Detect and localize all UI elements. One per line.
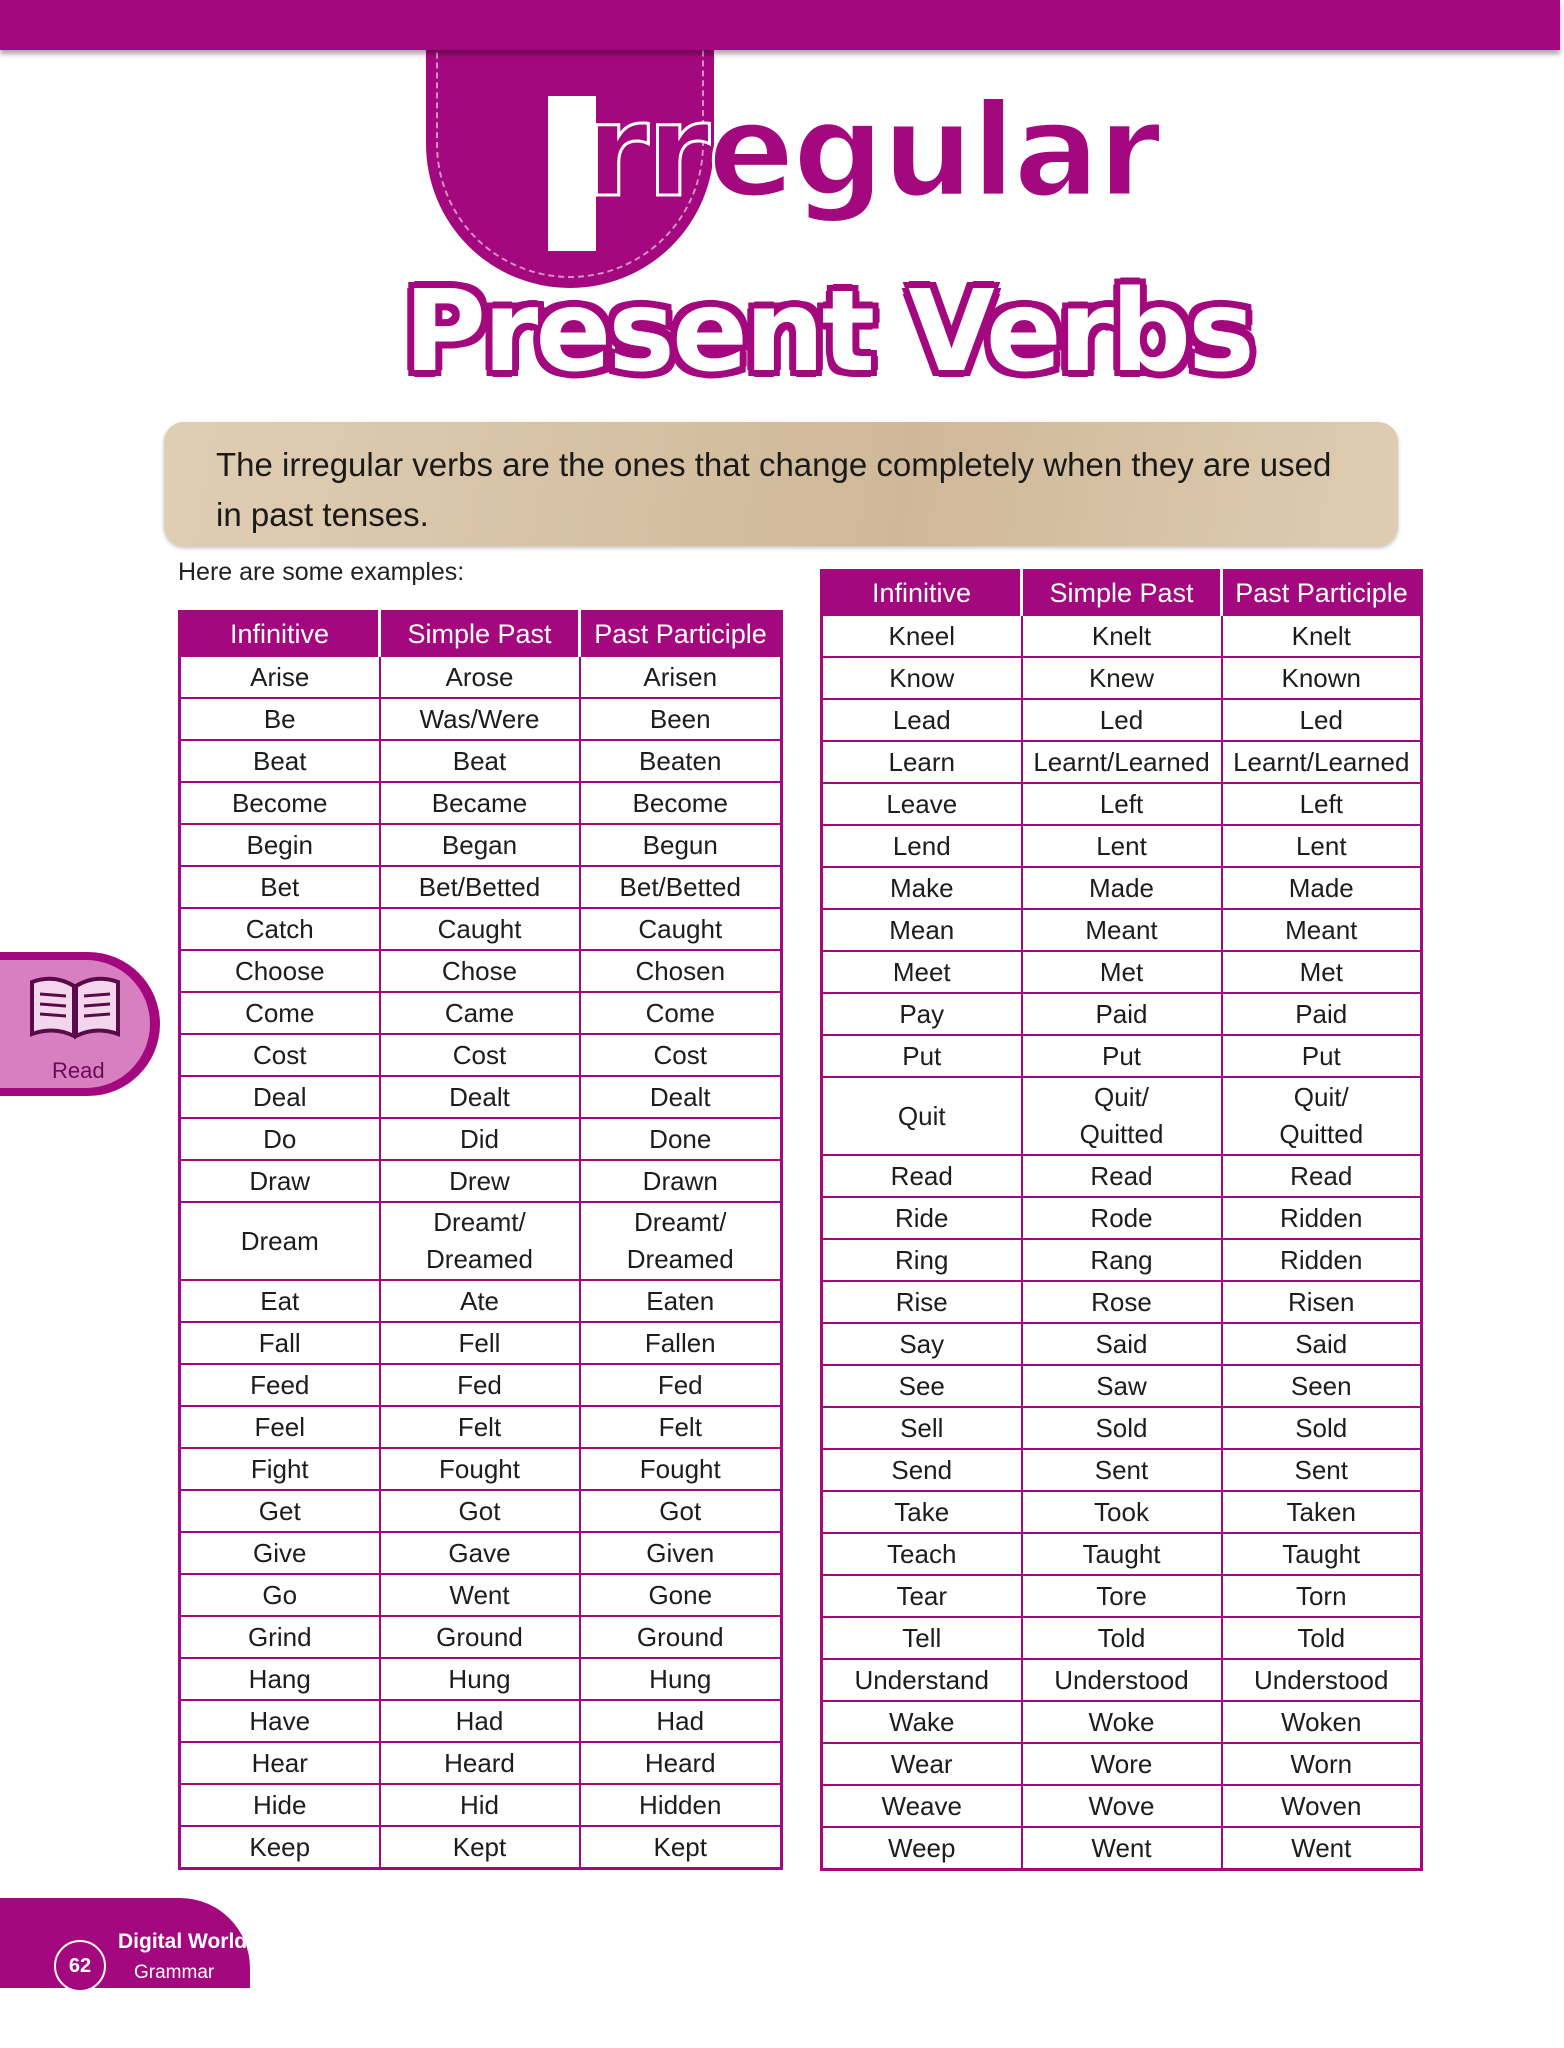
- cell-past-participle: Said: [1222, 1323, 1422, 1365]
- cell-simple-past: Knew: [1022, 657, 1222, 699]
- cell-past-participle: Taught: [1222, 1533, 1422, 1575]
- cell-past-participle: Kept: [580, 1826, 782, 1869]
- cell-past-participle: Meant: [1222, 909, 1422, 951]
- table-row: [822, 1323, 1422, 1365]
- cell-infinitive: Catch: [180, 908, 380, 950]
- cell-past-participle: Paid: [1222, 993, 1422, 1035]
- cell-simple-past: Bet/Betted: [380, 866, 580, 908]
- cell-simple-past: Went: [1022, 1827, 1222, 1870]
- intro-box: [164, 422, 1398, 546]
- cell-simple-past: Fought: [380, 1448, 580, 1490]
- header-past-participle: Past Participle: [580, 612, 782, 657]
- cell-past-participle: Sent: [1222, 1449, 1422, 1491]
- cell-simple-past: Became: [380, 782, 580, 824]
- cell-simple-past: Tore: [1022, 1575, 1222, 1617]
- cell-infinitive: Do: [180, 1118, 380, 1160]
- cell-infinitive: Wear: [822, 1743, 1022, 1785]
- table-row: [822, 1239, 1422, 1281]
- cell-simple-past: Ground: [380, 1616, 580, 1658]
- table-row: [822, 1449, 1422, 1491]
- cell-past-participle: Dreamt/ Dreamed: [580, 1202, 782, 1280]
- table-row: [180, 782, 782, 824]
- cell-simple-past: Gave: [380, 1532, 580, 1574]
- cell-past-participle: Known: [1222, 657, 1422, 699]
- header-infinitive: Infinitive: [822, 571, 1022, 616]
- cell-simple-past: Told: [1022, 1617, 1222, 1659]
- header-simple-past: Simple Past: [1022, 571, 1222, 616]
- header-infinitive: Infinitive: [180, 612, 380, 657]
- table-row: [822, 699, 1422, 741]
- cell-past-participle: Ground: [580, 1616, 782, 1658]
- cell-infinitive: Dream: [180, 1202, 380, 1280]
- cell-infinitive: Understand: [822, 1659, 1022, 1701]
- table-row: [180, 1034, 782, 1076]
- cell-simple-past: Hung: [380, 1658, 580, 1700]
- table-row: [822, 1617, 1422, 1659]
- cell-past-participle: Fallen: [580, 1322, 782, 1364]
- cell-past-participle: Given: [580, 1532, 782, 1574]
- table-row: [180, 1574, 782, 1616]
- cell-past-participle: Hidden: [580, 1784, 782, 1826]
- examples-label: Here are some examples:: [178, 558, 465, 586]
- intro-text: The irregular verbs are the ones that change completely when they are used in past tenses.: [216, 446, 1332, 533]
- table-row: [822, 1827, 1422, 1870]
- table-row: [822, 657, 1422, 699]
- table-row: [822, 1491, 1422, 1533]
- cell-past-participle: Chosen: [580, 950, 782, 992]
- title-initial: [540, 77, 586, 226]
- cell-simple-past: Taught: [1022, 1533, 1222, 1575]
- cell-simple-past: Woke: [1022, 1701, 1222, 1743]
- cell-infinitive: Send: [822, 1449, 1022, 1491]
- verb-table-left-body: [180, 656, 782, 1869]
- cell-infinitive: Meet: [822, 951, 1022, 993]
- cell-infinitive: Choose: [180, 950, 380, 992]
- cell-simple-past: Came: [380, 992, 580, 1034]
- cell-infinitive: Begin: [180, 824, 380, 866]
- table-row: [180, 1742, 782, 1784]
- cell-infinitive: Grind: [180, 1616, 380, 1658]
- cell-simple-past: Put: [1022, 1035, 1222, 1077]
- cell-past-participle: Done: [580, 1118, 782, 1160]
- cell-infinitive: Weep: [822, 1827, 1022, 1870]
- cell-past-participle: Beaten: [580, 740, 782, 782]
- table-row: [180, 1616, 782, 1658]
- cell-simple-past: Saw: [1022, 1365, 1222, 1407]
- cell-simple-past: Arose: [380, 656, 580, 698]
- cell-past-participle: Hung: [580, 1658, 782, 1700]
- table-row: [180, 950, 782, 992]
- cell-past-participle: Went: [1222, 1827, 1422, 1870]
- cell-past-participle: Understood: [1222, 1659, 1422, 1701]
- cell-simple-past: Made: [1022, 867, 1222, 909]
- table-row: [180, 1118, 782, 1160]
- cell-simple-past: Kept: [380, 1826, 580, 1869]
- cell-simple-past: Did: [380, 1118, 580, 1160]
- table-row: [180, 740, 782, 782]
- cell-past-participle: Seen: [1222, 1365, 1422, 1407]
- cell-past-participle: Fed: [580, 1364, 782, 1406]
- cell-infinitive: Make: [822, 867, 1022, 909]
- open-book-icon: [26, 972, 124, 1042]
- cell-infinitive: Sell: [822, 1407, 1022, 1449]
- table-row: [822, 951, 1422, 993]
- cell-simple-past: Left: [1022, 783, 1222, 825]
- cell-infinitive: Feel: [180, 1406, 380, 1448]
- table-row: [180, 1532, 782, 1574]
- table-row: [822, 1659, 1422, 1701]
- cell-infinitive: Mean: [822, 909, 1022, 951]
- page-title-line2: Present Verbs: [404, 267, 1252, 397]
- table-row: [180, 908, 782, 950]
- cell-simple-past: Rose: [1022, 1281, 1222, 1323]
- table-row: [180, 1700, 782, 1742]
- cell-simple-past: Was/Were: [380, 698, 580, 740]
- cell-infinitive: Go: [180, 1574, 380, 1616]
- cell-infinitive: Come: [180, 992, 380, 1034]
- cell-past-participle: Sold: [1222, 1407, 1422, 1449]
- table-row: [822, 741, 1422, 783]
- cell-simple-past: Fell: [380, 1322, 580, 1364]
- cell-infinitive: Draw: [180, 1160, 380, 1202]
- cell-simple-past: Felt: [380, 1406, 580, 1448]
- table-row: [822, 1533, 1422, 1575]
- cell-past-participle: Woven: [1222, 1785, 1422, 1827]
- cell-past-participle: Been: [580, 698, 782, 740]
- cell-past-participle: Lent: [1222, 825, 1422, 867]
- cell-infinitive: Take: [822, 1491, 1022, 1533]
- cell-past-participle: Learnt/Learned: [1222, 741, 1422, 783]
- cell-past-participle: Had: [580, 1700, 782, 1742]
- cell-past-participle: Led: [1222, 699, 1422, 741]
- cell-infinitive: Ring: [822, 1239, 1022, 1281]
- cell-past-participle: Dealt: [580, 1076, 782, 1118]
- cell-past-participle: Worn: [1222, 1743, 1422, 1785]
- cell-infinitive: Give: [180, 1532, 380, 1574]
- cell-simple-past: Cost: [380, 1034, 580, 1076]
- cell-past-participle: Torn: [1222, 1575, 1422, 1617]
- cell-past-participle: Fought: [580, 1448, 782, 1490]
- cell-simple-past: Took: [1022, 1491, 1222, 1533]
- cell-simple-past: Read: [1022, 1155, 1222, 1197]
- table-row: [822, 1575, 1422, 1617]
- cell-simple-past: Met: [1022, 951, 1222, 993]
- table-row: [822, 1197, 1422, 1239]
- cell-infinitive: Rise: [822, 1281, 1022, 1323]
- table-row: [822, 909, 1422, 951]
- table-row: [180, 1280, 782, 1322]
- cell-simple-past: Chose: [380, 950, 580, 992]
- table-row: [180, 1160, 782, 1202]
- cell-infinitive: Have: [180, 1700, 380, 1742]
- table-row: [180, 1658, 782, 1700]
- cell-simple-past: Quit/ Quitted: [1022, 1077, 1222, 1155]
- table-row: [822, 1281, 1422, 1323]
- cell-simple-past: Knelt: [1022, 615, 1222, 657]
- table-row: [180, 1784, 782, 1826]
- table-header-row: [180, 612, 782, 657]
- cell-past-participle: Ridden: [1222, 1197, 1422, 1239]
- table-row: [822, 1365, 1422, 1407]
- cell-past-participle: Eaten: [580, 1280, 782, 1322]
- cell-past-participle: Bet/Betted: [580, 866, 782, 908]
- cell-infinitive: See: [822, 1365, 1022, 1407]
- table-row: [180, 824, 782, 866]
- cell-infinitive: Keep: [180, 1826, 380, 1869]
- cell-infinitive: Fall: [180, 1322, 380, 1364]
- cell-infinitive: Know: [822, 657, 1022, 699]
- table-row: [822, 615, 1422, 657]
- cell-infinitive: Bet: [180, 866, 380, 908]
- cell-infinitive: Arise: [180, 656, 380, 698]
- table-row: [822, 1785, 1422, 1827]
- table-row: [822, 1701, 1422, 1743]
- cell-simple-past: Beat: [380, 740, 580, 782]
- table-row: [180, 992, 782, 1034]
- table-row: [180, 1826, 782, 1869]
- cell-simple-past: Dealt: [380, 1076, 580, 1118]
- cell-past-participle: Come: [580, 992, 782, 1034]
- cell-simple-past: Began: [380, 824, 580, 866]
- table-row: [822, 783, 1422, 825]
- verb-table-right-body: [822, 615, 1422, 1870]
- cell-infinitive: Hide: [180, 1784, 380, 1826]
- cell-simple-past: Meant: [1022, 909, 1222, 951]
- table-row: [822, 993, 1422, 1035]
- cell-infinitive: Feed: [180, 1364, 380, 1406]
- cell-past-participle: Met: [1222, 951, 1422, 993]
- cell-simple-past: Led: [1022, 699, 1222, 741]
- cell-simple-past: Paid: [1022, 993, 1222, 1035]
- table-row: [822, 867, 1422, 909]
- cell-past-participle: Read: [1222, 1155, 1422, 1197]
- cell-past-participle: Got: [580, 1490, 782, 1532]
- cell-past-participle: Woken: [1222, 1701, 1422, 1743]
- table-row: [180, 1202, 782, 1280]
- cell-past-participle: Heard: [580, 1742, 782, 1784]
- table-row: [822, 1155, 1422, 1197]
- cell-infinitive: Lead: [822, 699, 1022, 741]
- cell-simple-past: Sold: [1022, 1407, 1222, 1449]
- cell-infinitive: Be: [180, 698, 380, 740]
- cell-past-participle: Arisen: [580, 656, 782, 698]
- cell-infinitive: Say: [822, 1323, 1022, 1365]
- cell-past-participle: Ridden: [1222, 1239, 1422, 1281]
- cell-infinitive: Leave: [822, 783, 1022, 825]
- cell-simple-past: Got: [380, 1490, 580, 1532]
- cell-simple-past: Wore: [1022, 1743, 1222, 1785]
- table-row: [180, 656, 782, 698]
- cell-infinitive: Learn: [822, 741, 1022, 783]
- table-row: [822, 1077, 1422, 1155]
- cell-past-participle: Cost: [580, 1034, 782, 1076]
- cell-simple-past: Dreamt/ Dreamed: [380, 1202, 580, 1280]
- cell-simple-past: Said: [1022, 1323, 1222, 1365]
- cell-infinitive: Lend: [822, 825, 1022, 867]
- cell-infinitive: Cost: [180, 1034, 380, 1076]
- cell-infinitive: Deal: [180, 1076, 380, 1118]
- cell-infinitive: Quit: [822, 1077, 1022, 1155]
- table-row: [822, 825, 1422, 867]
- table-header-row: [822, 571, 1422, 616]
- page-title-line1: [540, 77, 1159, 226]
- cell-infinitive: Hang: [180, 1658, 380, 1700]
- footer-book-title: Digital World: [118, 1930, 248, 1953]
- table-row: [822, 1407, 1422, 1449]
- cell-past-participle: Caught: [580, 908, 782, 950]
- table-row: [180, 1406, 782, 1448]
- cell-infinitive: Put: [822, 1035, 1022, 1077]
- cell-past-participle: Become: [580, 782, 782, 824]
- cell-simple-past: Wove: [1022, 1785, 1222, 1827]
- footer-section: Grammar: [134, 1962, 215, 1983]
- cell-simple-past: Hid: [380, 1784, 580, 1826]
- cell-past-participle: Knelt: [1222, 615, 1422, 657]
- cell-simple-past: Sent: [1022, 1449, 1222, 1491]
- cell-infinitive: Ride: [822, 1197, 1022, 1239]
- cell-infinitive: Tear: [822, 1575, 1022, 1617]
- table-row: [180, 1076, 782, 1118]
- header-past-participle: Past Participle: [1222, 571, 1422, 616]
- table-row: [180, 1322, 782, 1364]
- cell-infinitive: Hear: [180, 1742, 380, 1784]
- cell-simple-past: Rode: [1022, 1197, 1222, 1239]
- header-simple-past: Simple Past: [380, 612, 580, 657]
- cell-infinitive: Wake: [822, 1701, 1022, 1743]
- cell-simple-past: Drew: [380, 1160, 580, 1202]
- cell-infinitive: Pay: [822, 993, 1022, 1035]
- cell-infinitive: Get: [180, 1490, 380, 1532]
- cell-simple-past: Learnt/Learned: [1022, 741, 1222, 783]
- cell-simple-past: Understood: [1022, 1659, 1222, 1701]
- cell-past-participle: Drawn: [580, 1160, 782, 1202]
- table-row: [180, 866, 782, 908]
- cell-past-participle: Begun: [580, 824, 782, 866]
- cell-simple-past: Caught: [380, 908, 580, 950]
- cell-past-participle: Taken: [1222, 1491, 1422, 1533]
- page-number: 62: [54, 1940, 106, 1992]
- top-banner: [0, 0, 1560, 50]
- table-row: [180, 1364, 782, 1406]
- table-row: [180, 1448, 782, 1490]
- side-tab-label: Read: [52, 1058, 105, 1083]
- cell-past-participle: Quit/ Quitted: [1222, 1077, 1422, 1155]
- cell-infinitive: Become: [180, 782, 380, 824]
- cell-infinitive: Tell: [822, 1617, 1022, 1659]
- cell-past-participle: Made: [1222, 867, 1422, 909]
- table-row: [180, 1490, 782, 1532]
- cell-simple-past: Heard: [380, 1742, 580, 1784]
- cell-infinitive: Eat: [180, 1280, 380, 1322]
- cell-infinitive: Kneel: [822, 615, 1022, 657]
- cell-simple-past: Rang: [1022, 1239, 1222, 1281]
- cell-past-participle: Risen: [1222, 1281, 1422, 1323]
- cell-simple-past: Lent: [1022, 825, 1222, 867]
- cell-simple-past: Had: [380, 1700, 580, 1742]
- verb-table-right: [820, 569, 1423, 1871]
- title-rest: rregular: [585, 77, 1159, 226]
- verb-table-left: [178, 610, 783, 1870]
- cell-past-participle: Told: [1222, 1617, 1422, 1659]
- table-row: [180, 698, 782, 740]
- table-row: [822, 1743, 1422, 1785]
- cell-past-participle: Felt: [580, 1406, 782, 1448]
- cell-infinitive: Read: [822, 1155, 1022, 1197]
- cell-infinitive: Weave: [822, 1785, 1022, 1827]
- cell-past-participle: Gone: [580, 1574, 782, 1616]
- cell-infinitive: Teach: [822, 1533, 1022, 1575]
- table-row: [822, 1035, 1422, 1077]
- cell-infinitive: Fight: [180, 1448, 380, 1490]
- cell-past-participle: Left: [1222, 783, 1422, 825]
- cell-simple-past: Went: [380, 1574, 580, 1616]
- cell-simple-past: Ate: [380, 1280, 580, 1322]
- cell-simple-past: Fed: [380, 1364, 580, 1406]
- cell-infinitive: Beat: [180, 740, 380, 782]
- cell-past-participle: Put: [1222, 1035, 1422, 1077]
